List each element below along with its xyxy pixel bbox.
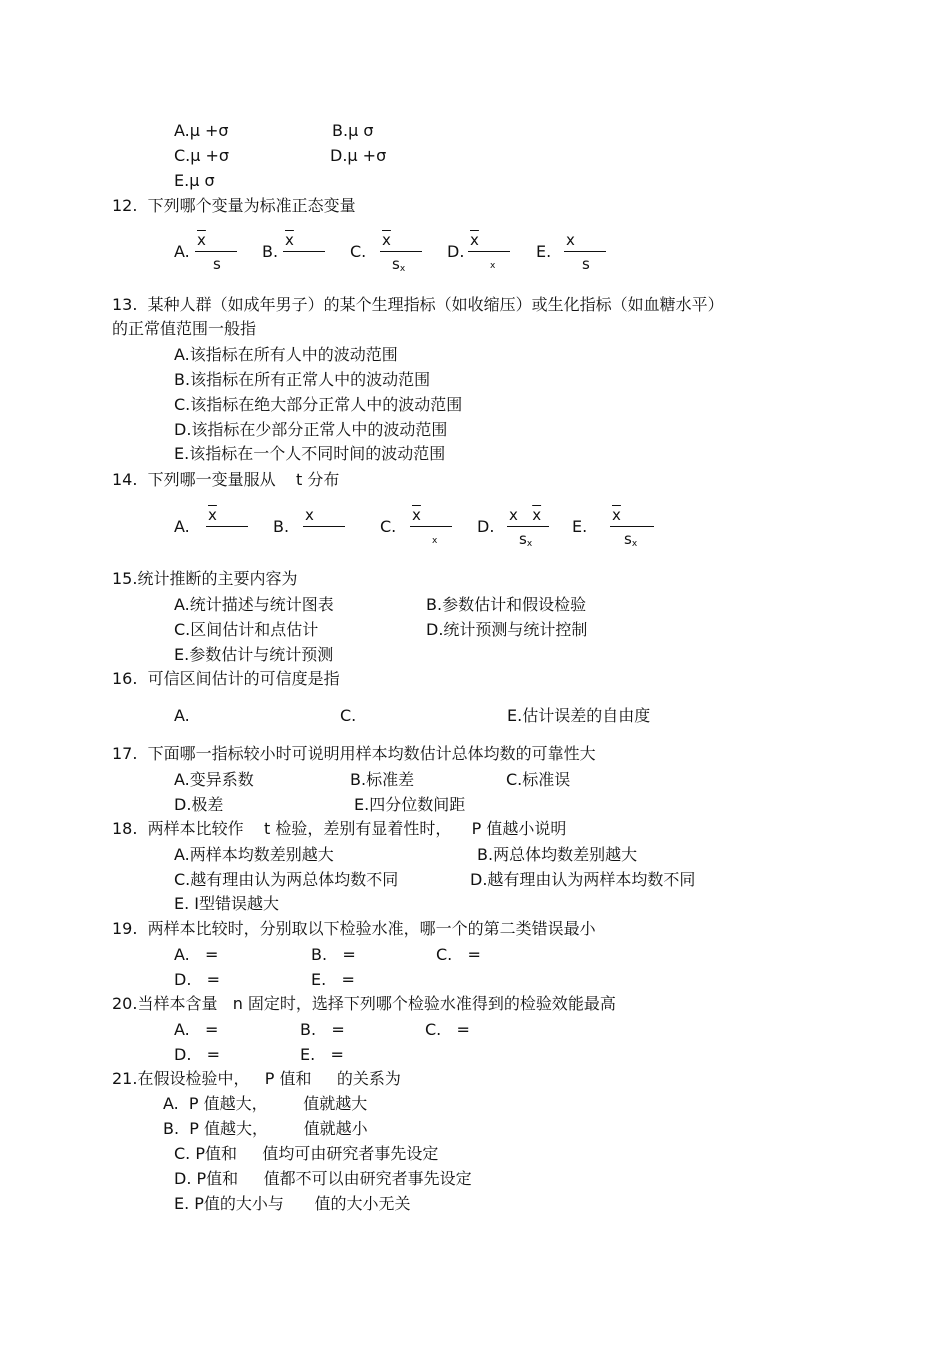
q15-option-e: E.参数估计与统计预测 <box>174 645 334 664</box>
q12-formula-c <box>380 231 450 275</box>
q17-stem: 17. 下面哪一指标较小时可说明用样本均数估计总体均数的可靠性大 <box>112 744 596 763</box>
q19-option-e: E. = <box>311 970 355 989</box>
q13-stem-line1: 13. 某种人群（如成年男子）的某个生理指标（如收缩压）或生化指标（如血糖水平） <box>112 295 724 314</box>
q19-option-b: B. = <box>311 945 356 964</box>
formula-numerator: $\overline{x}$ <box>470 231 479 249</box>
formula-denominator: $s_x$ <box>392 255 406 274</box>
q14-formula-d <box>507 506 577 550</box>
fraction-bar <box>283 251 325 252</box>
q11-option-b: B.μ σ <box>332 121 374 140</box>
q20-option-d: D. = <box>174 1045 221 1064</box>
formula-numerator: $\overline{x}$ <box>612 506 621 524</box>
formula-numerator: $\overline{x}$ <box>532 506 542 524</box>
q17-option-e: E.四分位数间距 <box>354 795 466 814</box>
q13-stem-line2: 的正常值范围一般指 <box>112 319 257 338</box>
q21-stem: 21.在假设检验中， P 值和 的关系为 <box>112 1069 401 1088</box>
q12-label-a: A. <box>174 242 190 261</box>
q11-option-d: D.μ +σ <box>330 146 387 165</box>
q16-option-c: C. <box>340 706 357 725</box>
q14-label-c: C. <box>380 517 397 536</box>
q20-stem: 20.当样本含量 n 固定时，选择下列哪个检验水准得到的检验效能最高 <box>112 994 616 1013</box>
q12-formula-b <box>283 231 353 275</box>
q12-label-c: C. <box>350 242 367 261</box>
q13-option-b: B.该指标在所有正常人中的波动范围 <box>174 370 431 389</box>
formula-denominator: $s_x$ <box>624 530 638 549</box>
q20-option-e: E. = <box>300 1045 344 1064</box>
q14-label-d: D. <box>477 517 495 536</box>
q14-stem: 14. 下列哪一变量服从 t 分布 <box>112 470 340 489</box>
q16-stem: 16. 可信区间估计的可信度是指 <box>112 669 340 688</box>
q18-option-a: A.两样本均数差别越大 <box>174 845 334 864</box>
q19-option-d: D. = <box>174 970 221 989</box>
q11-option-e: E.μ σ <box>174 171 215 190</box>
fraction-bar <box>206 526 248 527</box>
q17-option-a: A.变异系数 <box>174 770 254 789</box>
formula-denominator: $s_x$ <box>519 530 533 549</box>
q15-option-b: B.参数估计和假设检验 <box>426 595 587 614</box>
formula-numerator: $\overline{x}$ <box>285 231 294 249</box>
formula-numerator: x <box>566 231 575 249</box>
q11-option-c: C.μ +σ <box>174 146 230 165</box>
q17-option-b: B.标准差 <box>350 770 415 789</box>
formula-denominator: x <box>490 261 496 271</box>
formula-numerator: $\overline{x}$ <box>208 506 217 524</box>
q16-option-a: A. <box>174 706 190 725</box>
q19-option-a: A. = <box>174 945 219 964</box>
q16-option-e: E.估计误差的自由度 <box>507 706 651 725</box>
q17-option-c: C.标准误 <box>506 770 571 789</box>
q15-option-d: D.统计预测与统计控制 <box>426 620 588 639</box>
q18-option-d: D.越有理由认为两样本均数不同 <box>470 870 696 889</box>
q18-stem: 18. 两样本比较作 t 检验，差别有显着性时， P 值越小说明 <box>112 819 567 838</box>
q12-stem: 12. 下列哪个变量为标准正态变量 <box>112 196 356 215</box>
formula-numerator: x <box>305 506 314 524</box>
q13-option-e: E.该指标在一个人不同时间的波动范围 <box>174 444 446 463</box>
q12-formula-e <box>564 231 634 275</box>
q14-formula-e <box>610 506 680 550</box>
q12-formula-a <box>195 231 265 275</box>
q21-option-a: A. P 值越大， 值就越大 <box>163 1094 368 1113</box>
q20-option-c: C. = <box>425 1020 470 1039</box>
formula-denominator: s <box>213 255 221 273</box>
q11-option-a: A.μ +σ <box>174 121 229 140</box>
q20-option-b: B. = <box>300 1020 345 1039</box>
q14-formula-b <box>303 506 373 550</box>
q19-stem: 19. 两样本比较时，分别取以下检验水准，哪一个的第二类错误最小 <box>112 919 596 938</box>
fraction-bar <box>380 251 422 252</box>
fraction-bar <box>195 251 237 252</box>
fraction-bar <box>507 526 549 527</box>
formula-denominator: x <box>432 536 438 546</box>
formula-numerator: $\overline{x}$ <box>382 231 391 249</box>
q13-option-a: A.该指标在所有人中的波动范围 <box>174 345 398 364</box>
q12-label-e: E. <box>536 242 552 261</box>
q20-option-a: A. = <box>174 1020 219 1039</box>
q12-formula-d <box>468 231 538 275</box>
q14-label-a: A. <box>174 517 190 536</box>
formula-numerator: $\overline{x}$ <box>412 506 421 524</box>
q21-option-c: C. P值和 值均可由研究者事先设定 <box>174 1144 439 1163</box>
q15-option-c: C.区间估计和点估计 <box>174 620 319 639</box>
q15-stem: 15.统计推断的主要内容为 <box>112 569 298 588</box>
q14-formula-a <box>206 506 276 550</box>
q13-option-d: D.该指标在少部分正常人中的波动范围 <box>174 420 448 439</box>
fraction-bar <box>564 251 606 252</box>
q12-label-b: B. <box>262 242 279 261</box>
formula-numerator-plain: x <box>509 506 533 524</box>
q14-label-e: E. <box>572 517 588 536</box>
q19-option-c: C. = <box>436 945 481 964</box>
fraction-bar <box>303 526 345 527</box>
q17-option-d: D.极差 <box>174 795 224 814</box>
fraction-bar <box>468 251 510 252</box>
formula-numerator: $\overline{x}$ <box>197 231 206 249</box>
q12-label-d: D. <box>447 242 465 261</box>
fraction-bar <box>610 526 654 527</box>
fraction-bar <box>410 526 452 527</box>
q18-option-e: E. I型错误越大 <box>174 894 280 913</box>
formula-denominator: s <box>582 255 590 273</box>
q21-option-b: B. P 值越大， 值就越小 <box>163 1119 368 1138</box>
q15-option-a: A.统计描述与统计图表 <box>174 595 334 614</box>
q18-option-c: C.越有理由认为两总体均数不同 <box>174 870 399 889</box>
q21-option-d: D. P值和 值都不可以由研究者事先设定 <box>174 1169 472 1188</box>
q18-option-b: B.两总体均数差别越大 <box>477 845 638 864</box>
q14-formula-c <box>410 506 480 550</box>
q13-option-c: C.该指标在绝大部分正常人中的波动范围 <box>174 395 463 414</box>
q21-option-e: E. P值的大小与 值的大小无关 <box>174 1194 411 1213</box>
q14-label-b: B. <box>273 517 290 536</box>
